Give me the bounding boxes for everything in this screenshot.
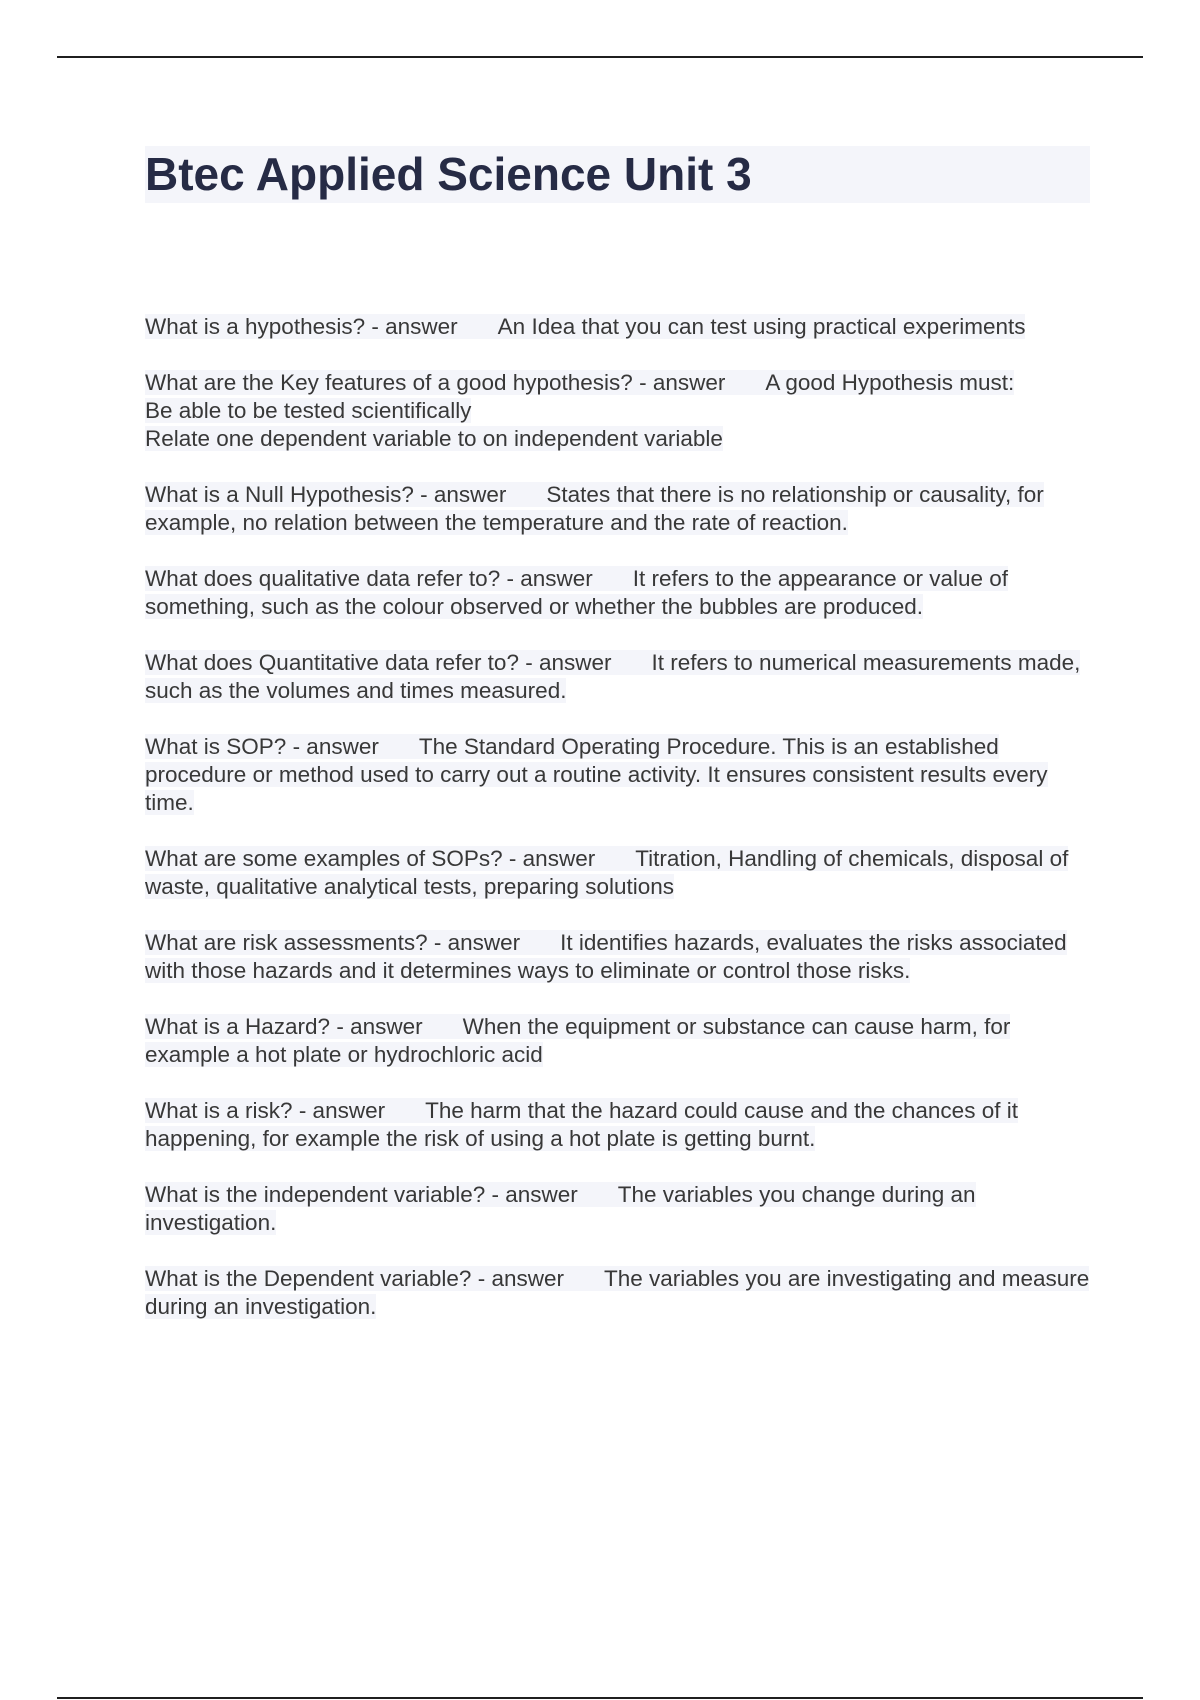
qa-text: [145, 566, 1008, 619]
answer-marker: - answer: [491, 1182, 578, 1207]
answer-text: Relate one dependent variable to on independent variable: [145, 426, 723, 451]
answer-text: When the equipment or substance can cause harm, for example a hot plate or hydrochloric acid: [145, 1014, 1011, 1067]
answer-text: The harm that the hazard could cause and the chances of it happening, for example the risk of using a hot plate is getting burnt.: [145, 1098, 1018, 1151]
qa-text: [145, 1266, 1089, 1319]
question-text: What is a Null Hypothesis?: [145, 482, 414, 507]
qa-item: [145, 733, 1090, 817]
answer-text: A good Hypothesis must:: [765, 370, 1015, 395]
question-text: What are risk assessments?: [145, 930, 428, 955]
qa-text: [145, 1014, 1010, 1067]
qa-item: [145, 369, 1090, 453]
answer-text: The Standard Operating Procedure. This is an established procedure or method used to carry out a routine activity. It ensures consistent results every time.: [145, 734, 1048, 815]
qa-text: [145, 482, 1044, 535]
answer-text: It identifies hazards, evaluates the risks associated with those hazards and it determines ways to eliminate or control those risks.: [145, 930, 1067, 983]
answer-text: An Idea that you can test using practical experiments: [497, 314, 1026, 339]
answer-marker: - answer: [292, 734, 379, 759]
answer-marker: - answer: [639, 370, 726, 395]
question-text: What does qualitative data refer to?: [145, 566, 501, 591]
answer-text: States that there is no relationship or causality, for example, no relation between the temperature and the rate of reaction.: [145, 482, 1044, 535]
qa-text: [145, 650, 1080, 703]
question-text: What is a hypothesis?: [145, 314, 366, 339]
qa-item: [145, 1013, 1090, 1069]
answer-marker: - answer: [506, 566, 593, 591]
question-text: What is the Dependent variable?: [145, 1266, 472, 1291]
answer-marker: - answer: [371, 314, 458, 339]
page-title: Btec Applied Science Unit 3: [145, 146, 1090, 203]
qa-text: [145, 314, 1025, 339]
qa-list: [145, 313, 1090, 1349]
answer-text: The variables you change during an investigation.: [145, 1182, 976, 1235]
qa-text: [145, 846, 1068, 899]
answer-text: Titration, Handling of chemicals, disposal of waste, qualitative analytical tests, preparing solutions: [145, 846, 1069, 899]
top-rule: [57, 56, 1143, 58]
qa-item: [145, 649, 1090, 705]
qa-item: [145, 313, 1090, 341]
qa-item: [145, 929, 1090, 985]
question-text: What is a Hazard?: [145, 1014, 331, 1039]
qa-item: [145, 1181, 1090, 1237]
qa-item: [145, 565, 1090, 621]
question-text: What are the Key features of a good hypothesis?: [145, 370, 633, 395]
qa-text: [145, 370, 1014, 451]
answer-text: It refers to numerical measurements made, such as the volumes and times measured.: [145, 650, 1081, 703]
qa-item: [145, 1265, 1090, 1321]
qa-item: [145, 845, 1090, 901]
answer-marker: - answer: [298, 1098, 386, 1123]
answer-marker: - answer: [508, 846, 596, 871]
qa-item: [145, 1097, 1090, 1153]
answer-marker: - answer: [336, 1014, 423, 1039]
answer-marker: - answer: [420, 482, 507, 507]
question-text: What is the independent variable?: [145, 1182, 486, 1207]
answer-text: It refers to the appearance or value of something, such as the colour observed or whether the bubbles are produced.: [145, 566, 1008, 619]
question-text: What is SOP?: [145, 734, 287, 759]
qa-text: [145, 1182, 976, 1235]
question-text: What are some examples of SOPs?: [145, 846, 503, 871]
question-text: What does Quantitative data refer to?: [145, 650, 519, 675]
answer-marker: - answer: [433, 930, 521, 955]
answer-marker: - answer: [477, 1266, 564, 1291]
bottom-rule: [57, 1697, 1143, 1699]
qa-text: [145, 930, 1067, 983]
qa-text: [145, 734, 1048, 815]
answer-text: Be able to be tested scientifically: [145, 398, 472, 423]
qa-item: [145, 481, 1090, 537]
answer-text: The variables you are investigating and measure during an investigation.: [145, 1266, 1090, 1319]
question-text: What is a risk?: [145, 1098, 293, 1123]
qa-text: [145, 1098, 1018, 1151]
answer-marker: - answer: [525, 650, 612, 675]
